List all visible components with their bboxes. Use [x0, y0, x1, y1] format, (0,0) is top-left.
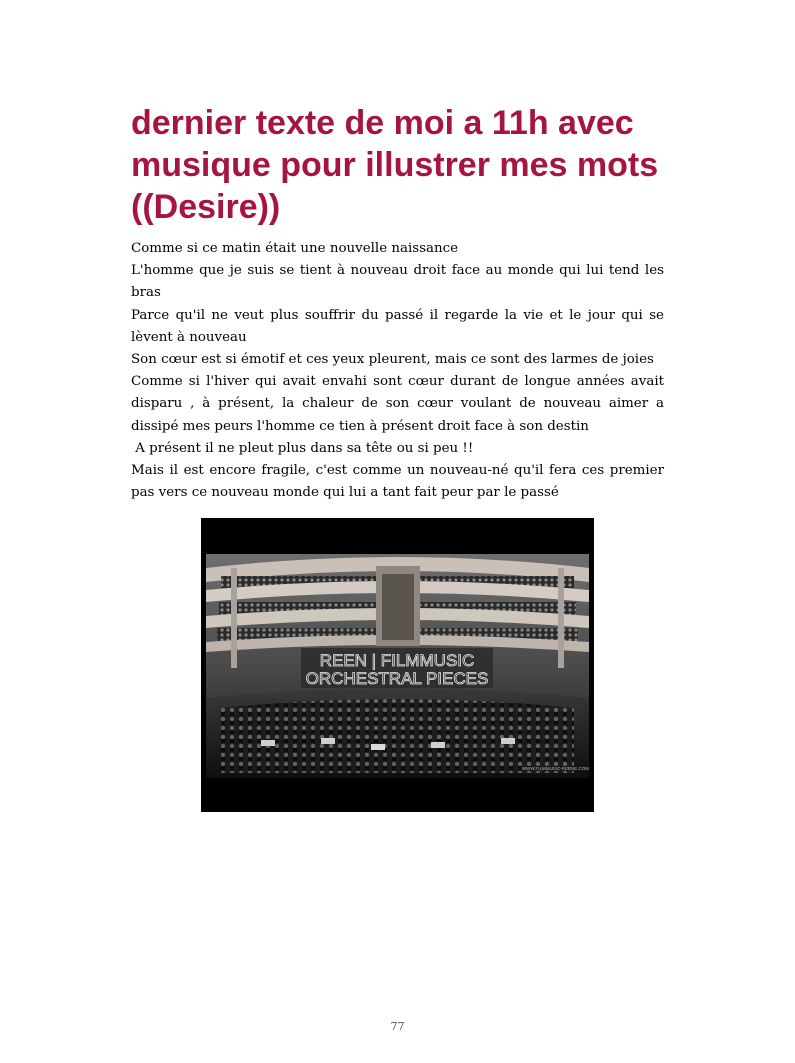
paragraph: Son cœur est si émotif et ces yeux pleurent, mais ce sont des larmes de joies — [131, 352, 654, 368]
orchestra-image — [201, 518, 594, 812]
paragraph: Comme si l'hiver qui avait envahi sont cœur durant de longue années avait disparu , à présent, la chaleur de son cœur voulant de nouveau aimer a dissipé mes peurs l'homme ce tien à présent droit face à son destin — [131, 374, 664, 434]
image-caption-line-2: ORCHESTRAL PIECES — [305, 669, 489, 688]
image-caption-line-1: REEN | FILMMUSIC — [319, 651, 475, 670]
concert-hall-illustration — [201, 518, 594, 812]
paragraph: Mais il est encore fragile, c'est comme un nouveau-né qu'il fera ces premier pas vers ce nouveau monde qui lui a tant fait peur par le passé — [131, 463, 664, 501]
paragraph: L'homme que je suis se tient à nouveau droit face au monde qui lui tend les bras — [131, 263, 664, 301]
page-title: dernier texte de moi a 11h avec musique pour illustrer mes mots ((Desire)) — [131, 104, 659, 226]
image-watermark: WWW.FILMMUSIC-REENE.COM — [521, 766, 589, 771]
page-number: 77 — [390, 1020, 405, 1033]
paragraph: Parce qu'il ne veut plus souffrir du passé il regarde la vie et le jour qui se lèvent à nouveau — [131, 307, 664, 345]
paragraph: Comme si ce matin était une nouvelle naissance — [131, 241, 459, 256]
body-text — [131, 238, 664, 504]
paragraph: A présent il ne pleut plus dans sa tête ou si peu !! — [131, 440, 474, 456]
